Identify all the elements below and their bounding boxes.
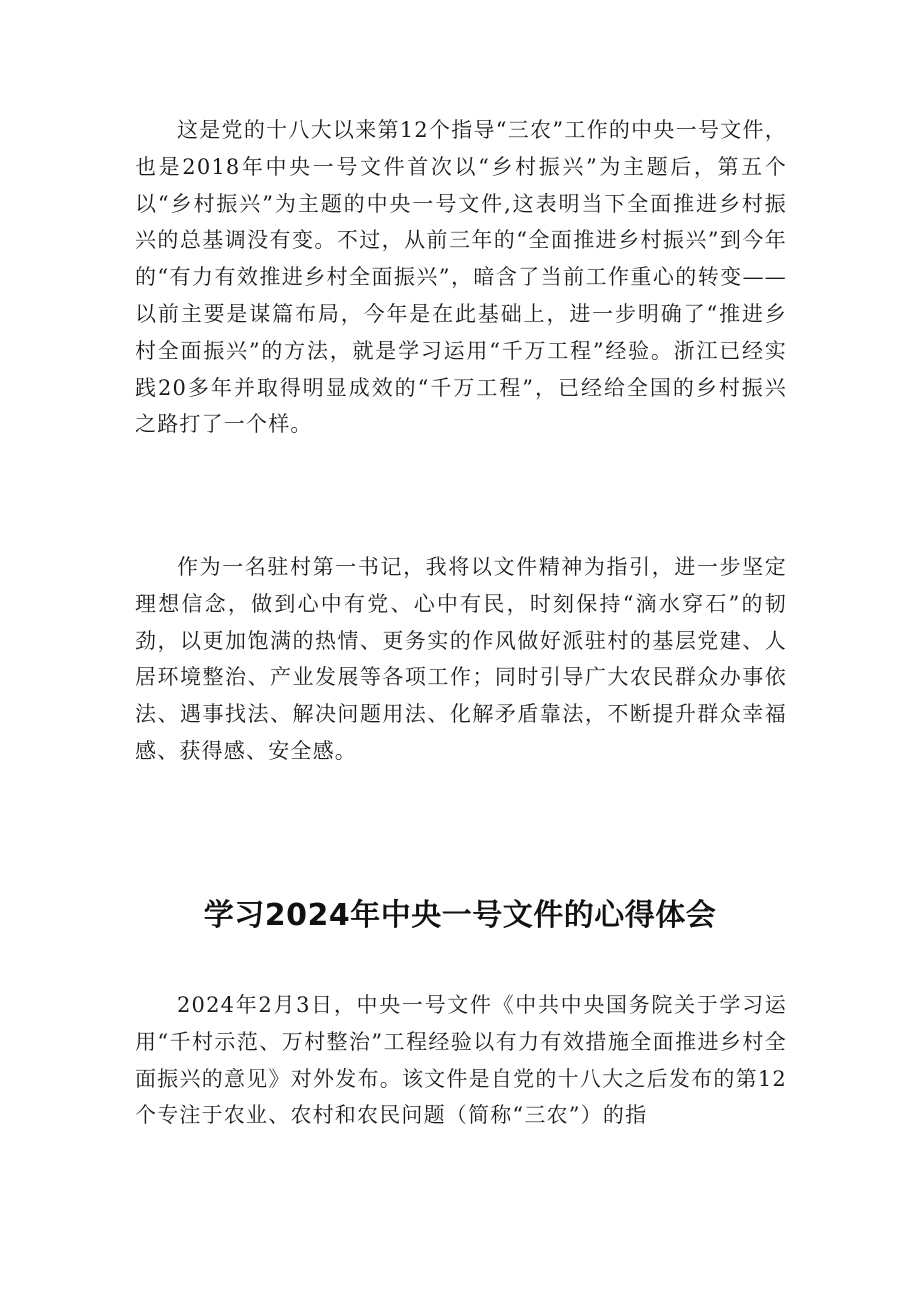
body-paragraph: 这是党的十八大以来第12个指导“三农”工作的中央一号文件，也是2018年中央一号文件首次以“乡村振兴”为主题后，第五个以“乡村振兴”为主题的中央一号文件,这表明当下全面推进乡村振兴的总基调没有变。不过，从前三年的“全面推进乡村振兴”到今年的“有力有效推进乡村全面振兴”，暗含了当前工作重心的转变——以前主要是谋篇布局，今年是在此基础上，进一步明确了“推进乡村全面振兴”的方法，就是学习运用“千万工程”经验。浙江已经实践20多年并取得明显成效的“千万工程”，已经给全国的乡村振兴之路打了一个样。 <box>135 118 787 437</box>
body-paragraph: 作为一名驻村第一书记，我将以文件精神为指引，进一步坚定理想信念，做到心中有党、心中有民，时刻保持“滴水穿石”的韧劲，以更加饱满的热情、更务实的作风做好派驻村的基层党建、人居环境整治、产业发展等各项工作；同时引导广大农民群众办事依法、遇事找法、解决问题用法、化解矛盾靠法，不断提升群众幸福感、获得感、安全感。 <box>135 555 787 763</box>
section-title: 学习2024年中央一号文件的心得体会 <box>203 898 717 933</box>
body-paragraph: 2024年2月3日，中央一号文件《中共中央国务院关于学习运用“千村示范、万村整治”工程经验以有力有效措施全面推进乡村全面振兴的意见》对外发布。该文件是自党的十八大之后发布的第12个专注于农业、农村和农民问题（简称“三农”）的指 <box>135 993 787 1128</box>
